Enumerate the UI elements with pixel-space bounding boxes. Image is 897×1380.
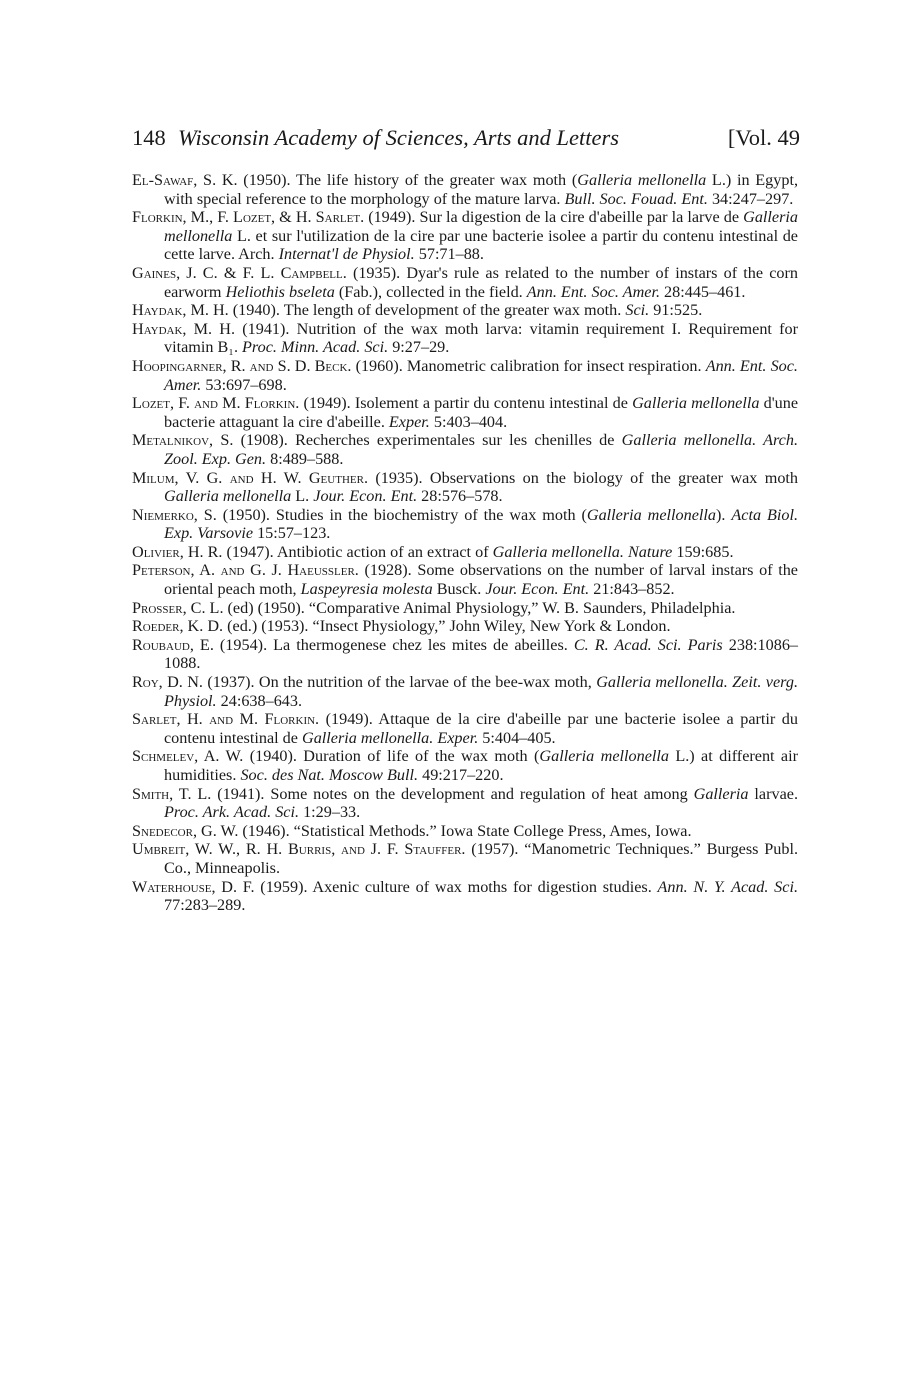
reference-author: Umbreit, W. W., R. H. Burris, and J. F. Stauffer. xyxy=(132,840,466,859)
reference-text: 159:685. xyxy=(672,542,734,561)
reference-text: ). xyxy=(716,505,732,524)
reference-italic-text: Bull. Soc. Fouad. Ent. xyxy=(564,189,708,208)
reference-text: (ed) (1950). “Comparative Animal Physiology,” W. B. Saunders, Philadelphia. xyxy=(223,598,736,617)
reference-text: 1:29–33. xyxy=(299,803,361,822)
reference-author: Metalnikov, S. xyxy=(132,431,234,450)
reference-entry xyxy=(132,301,798,320)
reference-text: (1935). Dyar's rule as related to the number of instars of the corn earworm xyxy=(164,263,798,301)
reference-text: 5:404–405. xyxy=(478,728,556,747)
reference-text: 24:638–643. xyxy=(216,691,303,710)
reference-entry xyxy=(132,543,798,562)
reference-text: (1941). Some notes on the development and regulation of heat among xyxy=(211,784,694,803)
reference-text: (1957). “Manometric Techniques.” Burgess Publ. Co., Minneapolis. xyxy=(164,840,798,877)
reference-author: Roubaud, E. xyxy=(132,635,214,654)
reference-entry xyxy=(132,264,798,301)
reference-author: Hoopingarner, R. and S. D. Beck. xyxy=(132,356,352,375)
reference-text: (1949). Attaque de la cire d'abeille par une bacterie isolee a partir du contenu intestinal de xyxy=(164,710,798,747)
volume-label: [Vol. 49 xyxy=(727,125,800,150)
reference-entry xyxy=(132,171,798,208)
reference-text: (1954). La thermogenese chez les mites de abeilles. xyxy=(213,635,574,654)
reference-text: 28:445–461. xyxy=(660,282,746,301)
reference-entry xyxy=(132,561,798,598)
reference-author: Milum, V. G. and H. W. Geuther. xyxy=(132,468,368,487)
reference-entry xyxy=(132,673,798,710)
reference-italic-text: Proc. Minn. Acad. Sci. xyxy=(242,338,389,357)
reference-text: (1960). Manometric calibration for insect respiration. xyxy=(351,356,706,375)
reference-text: d'une bacterie attaguant la cire d'abeille. xyxy=(164,394,798,431)
reference-text: 49:217–220. xyxy=(418,766,504,784)
reference-text: 34:247–297. xyxy=(707,189,794,208)
reference-text: L.) in Egypt, with special reference to the morphology of the mature larva. xyxy=(164,171,799,208)
reference-text: 57:71–88. xyxy=(414,245,484,264)
reference-italic-text: Galleria mellonella xyxy=(632,394,760,413)
reference-author: Roy, D. N. xyxy=(132,673,203,692)
reference-entry xyxy=(132,617,798,636)
reference-author: Roeder, K. D. xyxy=(132,617,224,636)
reference-italic-text: Sci. xyxy=(625,301,650,320)
reference-author: Peterson, A. and G. J. Haeussler. xyxy=(132,561,359,580)
reference-text: L. xyxy=(291,487,314,506)
reference-text: (1928). Some observations on the number of larval instars of the oriental peach moth, xyxy=(164,561,798,599)
reference-entry xyxy=(132,636,798,673)
reference-italic-text: Galleria mellonella. Exper. xyxy=(302,728,479,747)
reference-italic-text: Galleria mellonella xyxy=(164,487,292,506)
reference-text: 8:489–588. xyxy=(266,449,344,468)
reference-italic-text: Galleria mellonella xyxy=(539,747,669,766)
reference-author: Waterhouse, D. F. xyxy=(132,877,255,896)
reference-italic-text: Galleria xyxy=(693,784,749,803)
reference-italic-text: Laspeyresia molesta xyxy=(300,580,433,599)
reference-author: Sarlet, H. and M. Florkin. xyxy=(132,710,320,729)
reference-italic-text: Galleria mellonella. Arch. Zool. Exp. Gen. xyxy=(164,431,798,468)
reference-text: (1947). Antibiotic action of an extract of xyxy=(222,542,493,561)
reference-entry xyxy=(132,747,798,784)
reference-entry xyxy=(132,357,798,394)
reference-text: 5:403–404. xyxy=(429,412,508,431)
reference-text: 28:576–578. xyxy=(417,487,503,506)
reference-author: Niemerko, S. xyxy=(132,505,217,524)
reference-italic-text: Galleria mellonella. Zeit. verg. Physiol. xyxy=(164,673,798,710)
reference-text: 9:27–29. xyxy=(388,338,450,357)
reference-italic-text: Galleria mellonella. Nature xyxy=(492,542,673,561)
reference-entry xyxy=(132,469,798,506)
reference-text: (1940). Duration of life of the wax moth ( xyxy=(243,747,540,766)
reference-text: L. et sur l'utilization de la cire par une bacterie isolee a partir du contenu intestinal de cette larve. Arch. xyxy=(164,226,798,264)
reference-entry xyxy=(132,506,798,543)
reference-italic-text: Ann. N. Y. Acad. Sci. xyxy=(657,877,798,896)
reference-entry xyxy=(132,208,798,264)
reference-entry xyxy=(132,320,798,357)
reference-text: (1950). The life history of the greater wax moth ( xyxy=(237,171,578,189)
reference-italic-text: Proc. Ark. Acad. Sci. xyxy=(164,803,300,822)
reference-author: El-Sawaf, S. K. xyxy=(132,171,238,189)
reference-text: (1908). Recherches experimentales sur les chenilles de xyxy=(233,431,622,450)
reference-list xyxy=(132,171,798,915)
reference-author: Smith, T. L. xyxy=(132,784,212,803)
reference-text: (ed.) (1953). “Insect Physiology,” John Wiley, New York & London. xyxy=(223,617,671,636)
page-number: 148 xyxy=(132,125,166,150)
reference-author: Olivier, H. R. xyxy=(132,542,223,561)
reference-italic-text: Jour. Econ. Ent. xyxy=(485,580,590,599)
reference-author: Haydak, M. H. xyxy=(132,301,229,320)
reference-italic-text: Soc. des Nat. Moscow Bull. xyxy=(240,766,419,784)
reference-text: 15:57–123. xyxy=(253,524,331,543)
reference-italic-text: Internat'l de Physiol. xyxy=(278,245,415,264)
reference-italic-text: Ann. Ent. Soc. Amer. xyxy=(164,356,798,394)
reference-italic-text: Ann. Ent. Soc. Amer. xyxy=(526,282,660,301)
reference-entry xyxy=(132,710,798,747)
reference-text: larvae. xyxy=(748,784,798,803)
reference-text: (1949). Isolement a partir du contenu intestinal de xyxy=(299,394,633,413)
reference-author: Schmelev, A. W. xyxy=(132,747,244,766)
reference-author: Prosser, C. L. xyxy=(132,598,224,617)
reference-text: (1937). On the nutrition of the larvae of the bee-wax moth, xyxy=(202,673,597,692)
reference-text: 53:697–698. xyxy=(201,375,287,394)
reference-author: Snedecor, G. W. xyxy=(132,821,239,840)
reference-text: 238:1086–1088. xyxy=(164,635,799,673)
reference-entry xyxy=(132,822,798,841)
reference-text: L.) at different air humidities. xyxy=(164,747,798,784)
running-head xyxy=(132,122,800,154)
reference-text: (1949). Sur la digestion de la cire d'abeille par la larve de xyxy=(364,208,744,227)
journal-title: Wisconsin Academy of Sciences, Arts and Letters xyxy=(178,125,619,150)
reference-entry xyxy=(132,840,798,877)
reference-entry xyxy=(132,878,798,915)
reference-text: (1959). Axenic culture of wax moths for digestion studies. xyxy=(254,877,658,896)
reference-entry xyxy=(132,599,798,618)
reference-italic-text: C. R. Acad. Sci. Paris xyxy=(573,635,723,654)
reference-entry xyxy=(132,431,798,468)
reference-text: 77:283–289. xyxy=(164,896,246,915)
reference-author: Lozet, F. and M. Florkin. xyxy=(132,394,300,413)
reference-text: Busck. xyxy=(432,580,486,599)
reference-author: Gaines, J. C. & F. L. Campbell. xyxy=(132,263,347,282)
reference-entry xyxy=(132,394,798,431)
reference-text: (1941). Nutrition of the wax moth larva: vitamin requirement I. Requirement for vitamin B₁. xyxy=(164,319,798,357)
reference-author: Haydak, M. H. xyxy=(132,319,236,338)
reference-entry xyxy=(132,785,798,822)
reference-text: 91:525. xyxy=(649,301,703,320)
reference-italic-text: Exper. xyxy=(388,412,430,431)
reference-italic-text: Acta Biol. Exp. Varsovie xyxy=(164,505,798,543)
reference-italic-text: Galleria mellonella xyxy=(577,171,707,189)
reference-text: 21:843–852. xyxy=(589,580,675,599)
reference-author: Florkin, M., F. Lozet, & H. Sarlet. xyxy=(132,208,365,227)
reference-italic-text: Heliothis bseleta xyxy=(225,282,335,301)
reference-italic-text: Galleria mellonella xyxy=(586,505,716,524)
reference-text: (1946). “Statistical Methods.” Iowa State College Press, Ames, Iowa. xyxy=(238,821,692,840)
reference-text: (1935). Observations on the biology of the greater wax moth xyxy=(368,468,799,487)
reference-text: (1950). Studies in the biochemistry of the wax moth ( xyxy=(216,505,587,524)
reference-text: (Fab.), collected in the field. xyxy=(334,282,527,301)
reference-italic-text: Galleria mellonella xyxy=(164,208,798,245)
reference-italic-text: Jour. Econ. Ent. xyxy=(313,487,418,506)
reference-text: (1940). The length of development of the greater wax moth. xyxy=(228,301,626,320)
